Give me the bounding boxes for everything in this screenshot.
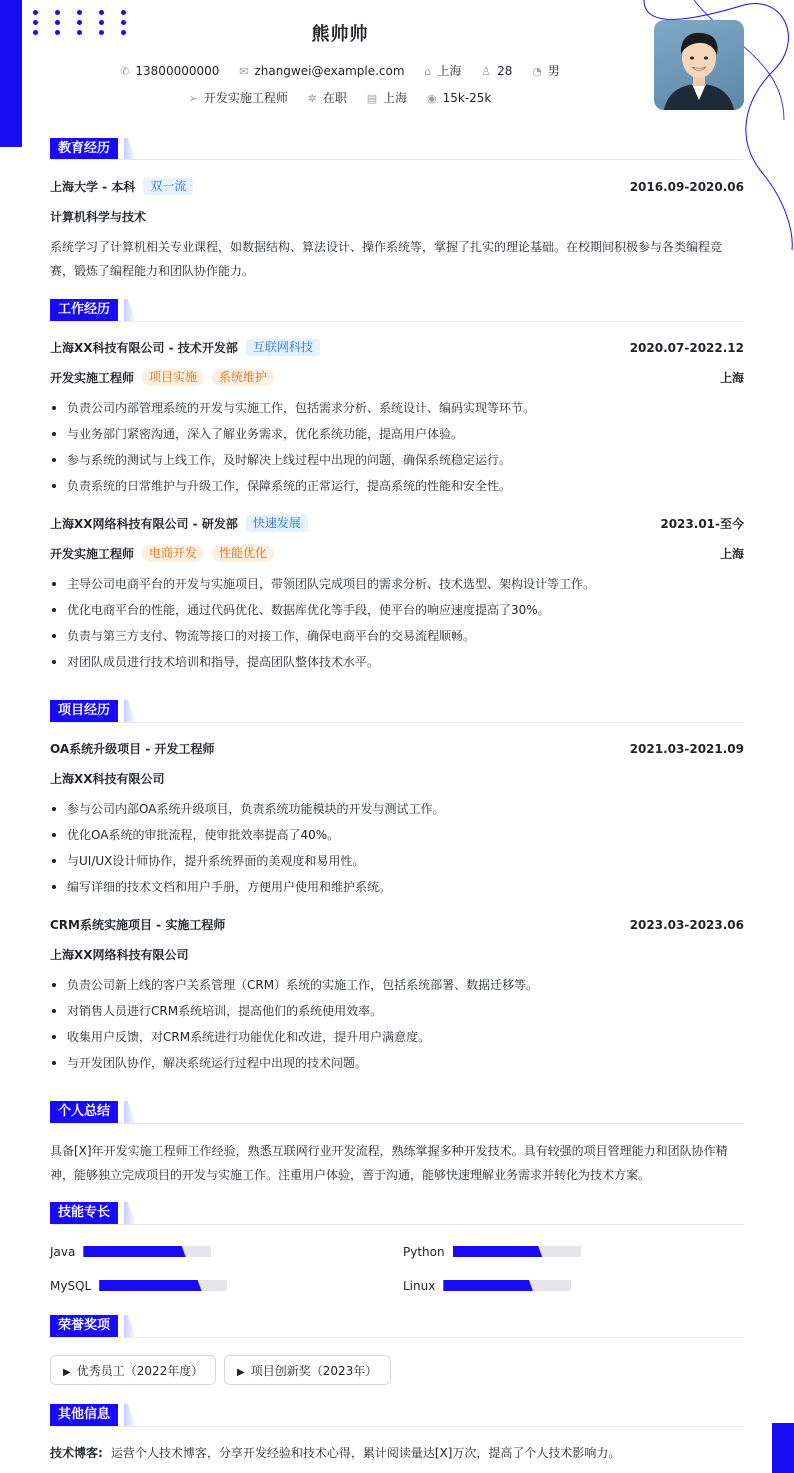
award-chip: ▶ 优秀员工（2022年度） [50, 1355, 216, 1385]
phone-item: ✆ 13800000000 [120, 64, 220, 78]
age-icon: ♙ [481, 65, 492, 78]
award-chip: ▶ 项目创新奖（2023年） [224, 1355, 391, 1385]
email-item: ✉ zhangwei@example.com [239, 64, 405, 78]
role-tag: 电商开发 [142, 545, 204, 562]
list-item: 与UI/UX设计师协作，提升系统界面的美观度和易用性。 [50, 851, 744, 877]
project-date: 2023.03-2023.06 [629, 918, 744, 932]
other-info-text: 运营个人技术博客，分享开发经验和技术心得，累计阅读量达[X]万次，提高了个人技术影响力。 [110, 1446, 621, 1460]
list-item: 负责公司新上线的客户关系管理（CRM）系统的实施工作，包括系统部署、数据迁移等。 [50, 975, 744, 1001]
work-city: 上海 [719, 371, 744, 385]
divider [50, 159, 744, 160]
work-city: 上海 [719, 547, 744, 561]
company-tag: 快速发展 [246, 515, 308, 532]
skill-bar [99, 1280, 227, 1291]
city-item: ⌂ 上海 [424, 64, 462, 78]
work-role-row [50, 368, 744, 388]
list-item: 编写详细的技术文档和用户手册，方便用户使用和维护系统。 [50, 877, 744, 903]
mail-icon: ✉ [239, 65, 249, 78]
building-icon: ▤ [366, 92, 378, 105]
job-intent-row [0, 89, 680, 106]
list-item: 与开发团队协作，解决系统运行过程中出现的技术问题。 [50, 1053, 744, 1079]
company-name: 上海XX科技有限公司 - 技术开发部 [50, 341, 238, 355]
skill-bar [453, 1246, 581, 1257]
status-item: ✲ 在职 [307, 91, 347, 105]
role-tag: 性能优化 [212, 545, 274, 562]
skill-item [50, 1275, 227, 1295]
avatar [654, 20, 744, 110]
list-item: 参与公司内部OA系统升级项目，负责系统功能模块的开发与测试工作。 [50, 799, 744, 825]
status-icon: ✲ [307, 92, 317, 105]
company-tag: 互联网科技 [246, 339, 320, 356]
list-item: 负责与第三方支付、物流等接口的对接工作，确保电商平台的交易流程顺畅。 [50, 626, 744, 652]
send-icon: ➢ [188, 92, 198, 105]
skill-bar-fill [453, 1246, 543, 1257]
divider [50, 722, 744, 723]
school-tag: 双一流 [143, 178, 193, 195]
skill-bar-fill [99, 1280, 201, 1291]
work-entry-header [50, 338, 744, 358]
skill-item [50, 1241, 211, 1261]
other-info-label: 技术博客: [50, 1446, 103, 1460]
list-item: 参与系统的测试与上线工作，及时解决上线过程中出现的问题，确保系统稳定运行。 [50, 450, 744, 476]
position-item: ➢ 开发实施工程师 [188, 91, 288, 105]
list-item: 负责系统的日常维护与升级工作，保障系统的正常运行，提高系统的性能和安全性。 [50, 476, 744, 502]
major: 计算机科学与技术 [50, 210, 147, 224]
project-bullets [50, 975, 744, 1079]
list-item: 主导公司电商平台的开发与实施项目，带领团队完成项目的需求分析、技术选型、架构设计等工作。 [50, 574, 744, 600]
project-entry-header [50, 915, 744, 935]
role-tag: 项目实施 [142, 369, 204, 386]
project-title: CRM系统实施项目 - 实施工程师 [50, 918, 226, 932]
project-company-row [50, 945, 744, 965]
gender-icon: ◔ [532, 65, 542, 78]
work-role-row [50, 544, 744, 564]
other-info-row [50, 1443, 744, 1463]
divider [50, 1224, 744, 1225]
salary-item: ◉ 15k-25k [426, 91, 492, 105]
skill-item [403, 1241, 581, 1261]
list-item: 优化OA系统的审批流程，使审批效率提高了40%。 [50, 825, 744, 851]
work-date: 2020.07-2022.12 [629, 341, 744, 355]
list-item: 对团队成员进行技术培训和指导，提高团队整体技术水平。 [50, 652, 744, 678]
gender-item: ◔ 男 [532, 64, 560, 78]
role-title: 开发实施工程师 [50, 371, 135, 385]
skill-name: Linux [403, 1278, 436, 1293]
skill-bar [443, 1280, 571, 1291]
work-bullets [50, 398, 744, 502]
summary-text: 具备[X]年开发实施工程师工作经验，熟悉互联网行业开发流程，熟练掌握多种开发技术。具有较强的项目管理能力和团队协作精神，能够独立完成项目的开发与实施工作。注重用户体验，善于沟通，能够快速理解业务需求并转化为技术方案。 [50, 1144, 728, 1182]
age-item: ♙ 28 [481, 64, 513, 78]
target-city-item: ▤ 上海 [366, 91, 408, 105]
role-title: 开发实施工程师 [50, 547, 135, 561]
project-title: OA系统升级项目 - 开发工程师 [50, 742, 215, 756]
divider [50, 1123, 744, 1124]
school-name: 上海大学 - 本科 [50, 180, 136, 194]
skill-name: Java [50, 1244, 76, 1259]
company-name: 上海XX网络科技有限公司 - 研发部 [50, 517, 238, 531]
work-bullets [50, 574, 744, 678]
project-entry-header [50, 739, 744, 759]
list-item: 优化电商平台的性能，通过代码优化、数据库优化等手段，使平台的响应速度提高了30%。 [50, 600, 744, 626]
work-date: 2023.01-至今 [660, 517, 744, 531]
skill-bar [83, 1246, 211, 1257]
project-company: 上海XX网络科技有限公司 [50, 948, 189, 962]
education-date: 2016.09-2020.06 [629, 180, 744, 194]
list-item: 收集用户反馈，对CRM系统进行功能优化和改进，提升用户满意度。 [50, 1027, 744, 1053]
project-date: 2021.03-2021.09 [629, 742, 744, 756]
skill-name: MySQL [50, 1278, 92, 1293]
skill-name: Python [403, 1244, 445, 1259]
skill-bar-fill [83, 1246, 185, 1257]
divider [50, 321, 744, 322]
education-major-row [50, 207, 744, 227]
education-description: 系统学习了计算机相关专业课程，如数据结构、算法设计、操作系统等，掌握了扎实的理论基础。在校期间积极参与各类编程竞赛，锻炼了编程能力和团队协作能力。 [50, 240, 723, 278]
play-icon: ▶ [63, 1367, 71, 1378]
divider [50, 1337, 744, 1338]
home-icon: ⌂ [424, 65, 432, 78]
bottom-right-accent-bar [772, 1423, 794, 1473]
skill-item [403, 1275, 571, 1295]
contact-row [0, 62, 680, 79]
project-company: 上海XX科技有限公司 [50, 772, 165, 786]
role-tag: 系统维护 [212, 369, 274, 386]
resume-header [0, 0, 794, 120]
play-icon: ▶ [237, 1367, 245, 1378]
project-bullets [50, 799, 744, 903]
skill-bar-fill [443, 1280, 533, 1291]
education-entry-header [50, 177, 744, 197]
project-company-row [50, 769, 744, 789]
work-entry-header [50, 514, 744, 534]
candidate-name: 熊帅帅 [311, 24, 369, 45]
list-item: 与业务部门紧密沟通，深入了解业务需求，优化系统功能，提高用户体验。 [50, 424, 744, 450]
divider [50, 1426, 744, 1427]
list-item: 负责公司内部管理系统的开发与实施工作，包括需求分析、系统设计、编码实现等环节。 [50, 398, 744, 424]
phone-icon: ✆ [120, 65, 130, 78]
list-item: 对销售人员进行CRM系统培训，提高他们的系统使用效率。 [50, 1001, 744, 1027]
salary-icon: ◉ [426, 92, 437, 105]
